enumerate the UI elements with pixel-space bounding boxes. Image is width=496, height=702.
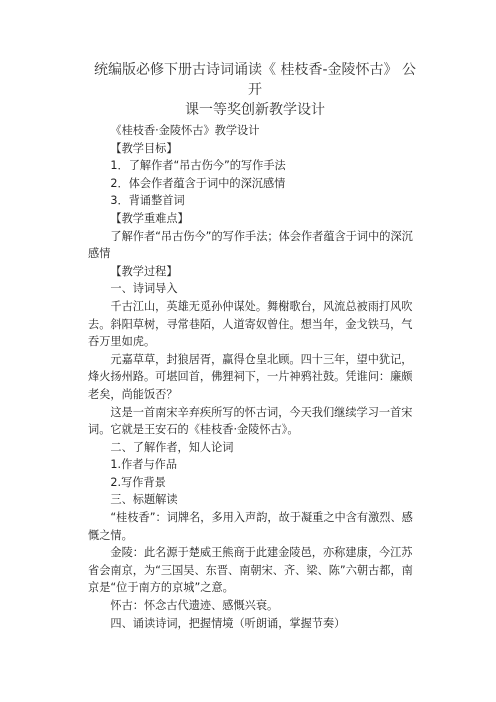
- paragraph: 【教学目标】: [110, 141, 178, 155]
- paragraph: 金陵：此名源于楚威王熊商于此建金陵邑，亦称建康，今江苏省会南京，为“三国吴、东晋、南朝宋、齐、梁、陈”六朝古都，南京是“位于南方的京城”之意。: [88, 546, 413, 595]
- paragraph: 二、了解作者，知人论词: [110, 440, 234, 454]
- document-body: [88, 122, 422, 632]
- paragraph: 2.写作背景: [110, 475, 166, 489]
- paragraph: 怀古：怀念古代遗迹、感慨兴衰。: [110, 599, 279, 613]
- paragraph: 3．背诵整首词: [110, 194, 185, 208]
- paragraph: 了解作者“吊古伤今”的写作手法；体会作者蕴含于词中的深沉感情: [88, 229, 413, 261]
- paragraph: 【教学重难点】: [110, 211, 189, 225]
- paragraph: 千古江山，英雄无觅孙仲谋处。舞榭歌台，风流总被雨打风吹去。斜阳草树，寻常巷陌，人道寄奴曾住。想当年，金戈铁马，气吞万里如虎。: [88, 299, 413, 349]
- paragraph: 元嘉草草，封狼居胥，赢得仓皇北顾。四十三年，望中犹记，烽火扬州路。可堪回首，佛狸祠下，一片神鸦社鼓。凭谁问：廉颇老矣，尚能饭否？: [88, 352, 413, 401]
- document-title: [88, 60, 422, 120]
- paragraph: 1.作者与作品: [110, 458, 178, 472]
- paragraph: 四、诵读诗词，把握情境（听朗诵，掌握节奏）: [110, 616, 346, 630]
- paragraph: 《桂枝香·金陵怀古》教学设计: [110, 124, 260, 137]
- paragraph: 【教学过程】: [110, 264, 178, 278]
- paragraph: 一、诗词导入: [110, 282, 178, 296]
- title-line-1: 统编版必修下册古诗词诵读《 桂枝香-金陵怀古》 公开: [94, 62, 416, 98]
- paragraph: 1．了解作者“吊古伤今”的写作手法: [110, 159, 286, 173]
- paragraph: 2．体会作者蕴含于词中的深沉感情: [110, 176, 286, 190]
- paragraph: 这是一首南宋辛弃疾所写的怀古词，今天我们继续学习一首宋词。它就是王安石的《桂枝香·金陵怀古》。: [88, 405, 413, 437]
- paragraph: 三、标题解读: [110, 493, 178, 507]
- paragraph: “桂枝香”：词牌名，多用入声韵，故于凝重之中含有激烈、感慨之情。: [88, 511, 413, 542]
- title-line-2: 课一等奖创新教学设计: [185, 102, 325, 118]
